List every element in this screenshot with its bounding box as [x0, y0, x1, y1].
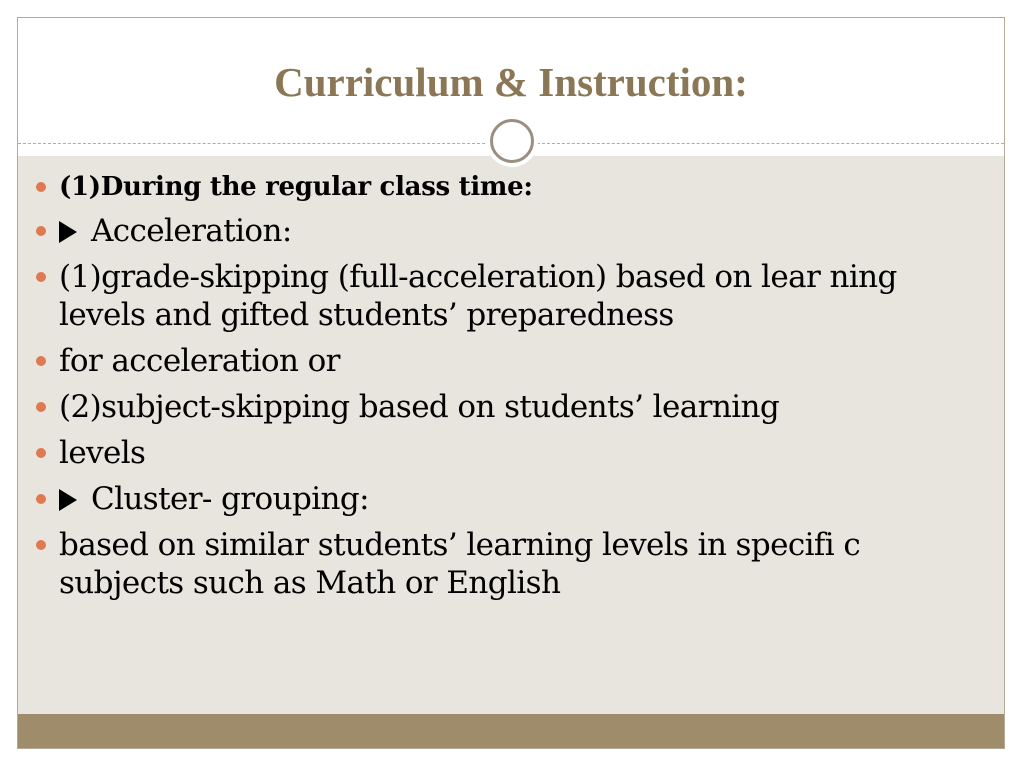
bullet-list — [0, 170, 960, 610]
bullet-text: based on similar students’ learning levels in specifi c subjects such as Math or English — [59, 527, 861, 601]
bullet-item-similar-learning-levels — [0, 526, 960, 602]
bullet-item-grade-skipping — [0, 258, 960, 334]
circle-ornament-icon — [486, 115, 538, 167]
slide-title: Curriculum & Instruction: — [274, 59, 748, 105]
round-bullet-icon — [36, 402, 46, 412]
bullet-item-for-acceleration — [0, 342, 960, 380]
footer-bar — [18, 714, 1004, 748]
bullet-text: (2)subject-skipping based on students’ learning — [59, 389, 780, 425]
bullet-text: Cluster- grouping: — [91, 481, 369, 517]
bullet-item-regular-class-time — [0, 170, 960, 204]
bullet-item-levels — [0, 434, 960, 472]
play-arrow-icon — [59, 221, 77, 243]
round-bullet-icon — [36, 448, 46, 458]
play-arrow-icon — [59, 489, 77, 511]
round-bullet-icon — [36, 540, 46, 550]
bullet-item-acceleration — [0, 212, 960, 250]
round-bullet-icon — [36, 494, 46, 504]
bullet-text: Acceleration: — [91, 213, 292, 249]
round-bullet-icon — [36, 272, 46, 282]
bullet-text: levels — [59, 435, 146, 471]
bullet-text: (1)grade-skipping (full-acceleration) based on lear ning levels and gifted students’ preparedness — [59, 259, 897, 333]
round-bullet-icon — [36, 226, 46, 236]
bullet-text: (1)During the regular class time: — [59, 172, 533, 202]
ornament-ring — [490, 119, 534, 163]
bullet-text: for acceleration or — [59, 343, 340, 379]
bullet-item-cluster-grouping — [0, 480, 960, 518]
bullet-item-subject-skipping — [0, 388, 960, 426]
round-bullet-icon — [36, 356, 46, 366]
round-bullet-icon — [36, 182, 46, 192]
